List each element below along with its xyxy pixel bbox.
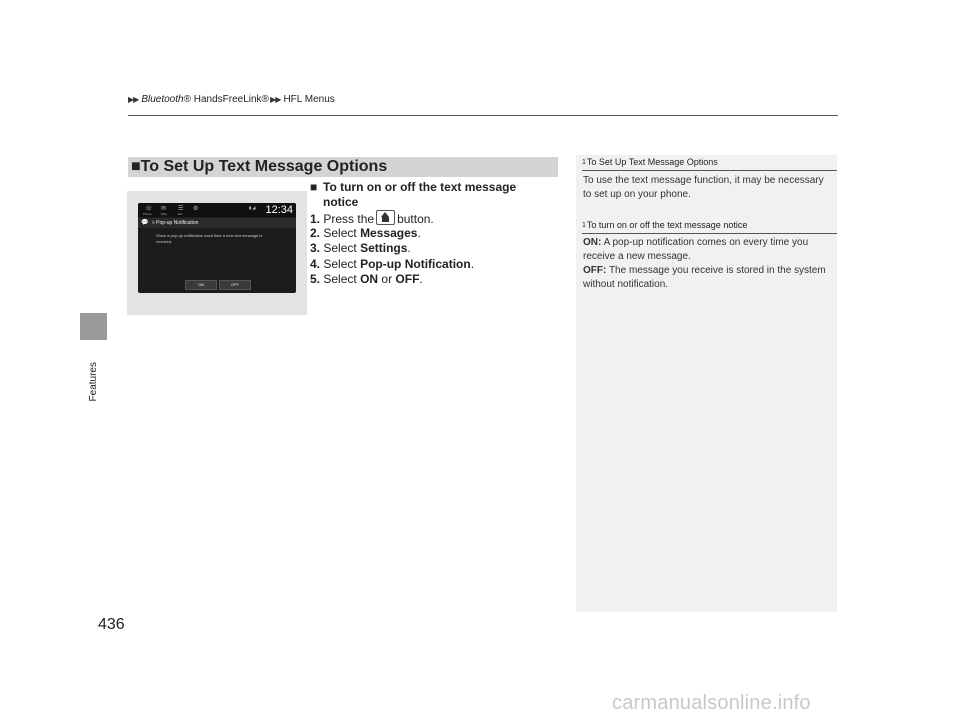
home-button-icon	[376, 210, 395, 225]
breadcrumb-handsfreelink: ® HandsFreeLink®	[183, 94, 269, 105]
step-5	[310, 272, 474, 288]
message-label: Msg	[161, 212, 167, 216]
screen-illustration	[127, 191, 307, 315]
breadcrumb-hfl-menus: HFL Menus	[283, 94, 335, 105]
step-number: 1.	[310, 212, 321, 226]
screen-title-text: Pop-up Notification	[156, 220, 199, 226]
step-text: Select	[323, 272, 357, 286]
step-number: 2.	[310, 225, 321, 240]
settings-icon: ⚙	[193, 206, 199, 212]
step-text: .	[417, 225, 421, 240]
step-text: .	[419, 272, 423, 286]
step-emphasis: Settings	[360, 241, 408, 255]
note-rule	[582, 170, 837, 171]
note-body: To use the text message function, it may be necessary to set up on your phone.	[583, 175, 824, 200]
step-emphasis: Messages	[360, 225, 418, 240]
note-rule	[582, 233, 837, 234]
step-list	[310, 210, 474, 288]
step-text: Select	[323, 225, 357, 240]
step-text: .	[407, 241, 411, 255]
note-title	[582, 220, 747, 230]
screen-description: Show a pop-up notification each time a new text message is received.	[156, 233, 263, 244]
side-tab-marker	[80, 313, 107, 340]
step-text: Select	[323, 241, 357, 255]
on-button: ON	[185, 280, 217, 290]
step-3	[310, 241, 474, 257]
off-button: OFF	[219, 280, 251, 290]
section-header	[128, 157, 558, 177]
double-arrow-icon: ▶▶	[268, 95, 281, 104]
breadcrumb-bluetooth: Bluetooth	[141, 94, 184, 105]
menu-label: Ext	[178, 212, 183, 216]
step-emphasis: ON	[360, 272, 379, 286]
note-on-text: A pop-up notification comes on every time you receive a new message.	[583, 237, 809, 262]
section-title: ■To Set Up Text Message Options	[131, 158, 388, 175]
watermark: carmanualsonline.info	[612, 692, 811, 714]
message-icon: ✉	[161, 206, 167, 212]
note-off-label: OFF:	[583, 265, 607, 276]
notes-panel	[576, 155, 837, 612]
reference-marker: 1	[582, 222, 586, 229]
step-text: or	[381, 272, 393, 286]
step-text: Press the	[323, 212, 375, 226]
note-title-text: To Set Up Text Message Options	[586, 157, 718, 167]
screen-clock: 12:34	[265, 204, 293, 216]
step-emphasis: Pop-up Notification	[360, 256, 471, 271]
step-number: 3.	[310, 241, 321, 255]
note-off-text: The message you receive is stored in the system without notification.	[583, 265, 826, 290]
step-1	[310, 210, 474, 226]
reference-marker: 1	[582, 159, 586, 166]
double-arrow-icon: ▶▶	[128, 95, 139, 104]
step-emphasis: OFF	[395, 272, 420, 286]
menu-icon: ☰	[178, 206, 184, 212]
step-2	[310, 226, 474, 242]
chat-bubble-icon: 💬	[141, 220, 149, 226]
page-number: 436	[98, 616, 125, 633]
note-body	[583, 236, 833, 292]
phone-label: Phone	[143, 212, 152, 216]
note-on-label: ON:	[583, 237, 602, 248]
infotainment-screen	[138, 203, 296, 293]
step-4	[310, 257, 474, 273]
header-rule	[128, 115, 838, 116]
step-text: button.	[397, 212, 434, 226]
breadcrumb	[128, 94, 335, 105]
note-title-text: To turn on or off the text message notice	[586, 220, 748, 230]
step-text: .	[470, 256, 475, 271]
phone-icon: ☏	[145, 206, 153, 212]
signal-icon: ▮ ◢	[249, 205, 256, 210]
square-bullet-icon: ■	[310, 180, 318, 194]
step-number: 5.	[310, 272, 321, 286]
step-number: 4.	[310, 256, 321, 271]
subheading-text: To turn on or off the text message notice	[323, 180, 517, 209]
step-text: Select	[323, 256, 357, 271]
side-tab-label: Features	[88, 362, 99, 402]
note-title	[582, 157, 718, 167]
screen-title: » Pop-up Notification	[152, 220, 199, 226]
